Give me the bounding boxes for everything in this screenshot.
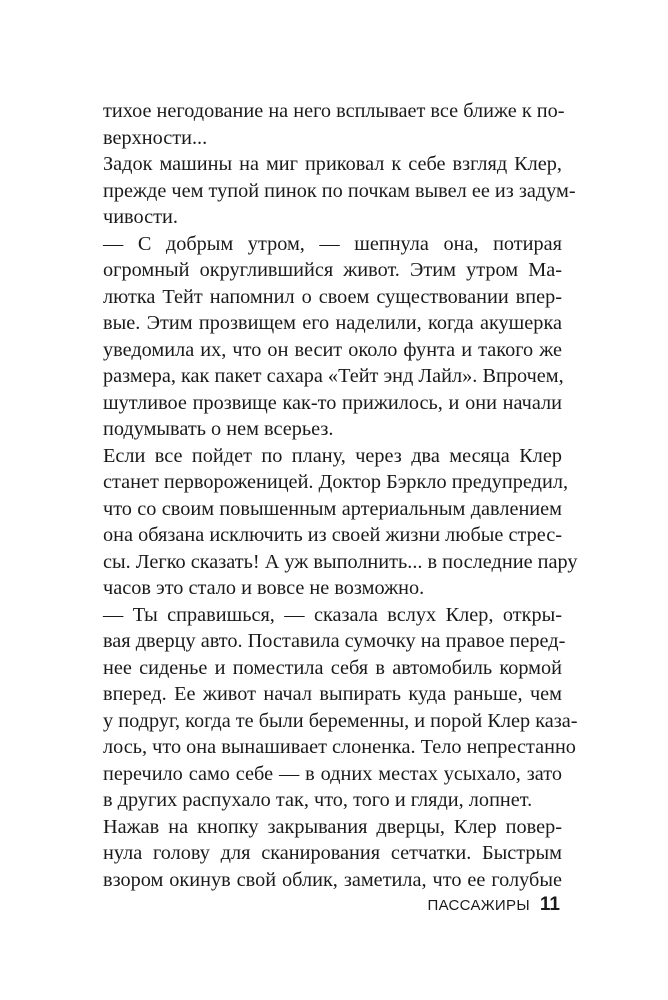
text-line: сы. Легко сказать! А уж выполнить... в последние пару (103, 550, 578, 573)
text-line: что со своим повышенным артериальным давлением (103, 497, 562, 520)
text-line: — Ты справишься, — сказала вслух Клер, откры- (103, 603, 562, 626)
text-line: в других распухало так, что, того и гляди, лопнет. (103, 789, 533, 811)
text-line: шутливое прозвище как-то прижилось, и они начали (103, 391, 562, 414)
text-line: вая дверцу авто. Поставила сумочку на правое перед- (103, 630, 566, 652)
text-line: верхности... (103, 126, 208, 149)
running-title: ПАССАЖИРЫ (427, 897, 530, 914)
body-text (103, 98, 578, 893)
text-line: лось, что она вынашивает слоненка. Тело непрестанно (103, 736, 576, 758)
text-line: часов это стало и вовсе не возможно. (103, 577, 425, 599)
text-line: перечило само себе — в одних местах усыхало, зато (103, 762, 562, 785)
text-line: огромный округлившийся живот. Этим утром Ма- (103, 259, 562, 281)
page-number: 11 (539, 894, 560, 915)
text-line: Если все пойдет по плану, через два месяца Клер (103, 444, 562, 467)
text-line: уведомила их, что он весит около фунта и такого же (103, 338, 562, 361)
text-line: — С добрым утром, — шепнула она, потирая (103, 232, 562, 255)
text-line: Нажав на кнопку закрывания дверцы, Клер повер- (103, 815, 562, 838)
text-line: вперед. Ее живот начал выпирать куда раньше, чем (103, 683, 562, 705)
text-line: она обязана исключить из своей жизни любые стрес- (103, 524, 562, 546)
text-line: прежде чем тупой пинок по почкам вывел ее из задум- (103, 179, 576, 202)
text-line: у подруг, когда те были беременны, и порой Клер каза- (103, 709, 578, 732)
text-line: нее сиденье и поместила себя в автомобиль кормой (103, 656, 562, 679)
page-footer (427, 894, 560, 920)
text-line: размера, как пакет сахара «Тейт энд Лайл». Впрочем, (103, 365, 564, 387)
text-line: Задок машины на миг приковал к себе взгляд Клер, (103, 153, 562, 175)
text-line: лютка Тейт напомнил о своем существовании впер- (103, 285, 562, 308)
text-line: станет первороженицей. Доктор Бэркло предупредил, (103, 471, 569, 493)
text-line: чивости. (103, 206, 178, 228)
text-line: подумывать о нем всерьез. (103, 418, 334, 440)
text-line: вые. Этим прозвищем его наделили, когда акушерка (103, 312, 562, 334)
text-line: нула голову для сканирования сетчатки. Быстрым (103, 842, 562, 864)
text-line: взором окинув свой облик, заметила, что ее голубые (103, 868, 562, 891)
text-line: тихое негодование на него всплывает все ближе к по- (103, 100, 565, 122)
